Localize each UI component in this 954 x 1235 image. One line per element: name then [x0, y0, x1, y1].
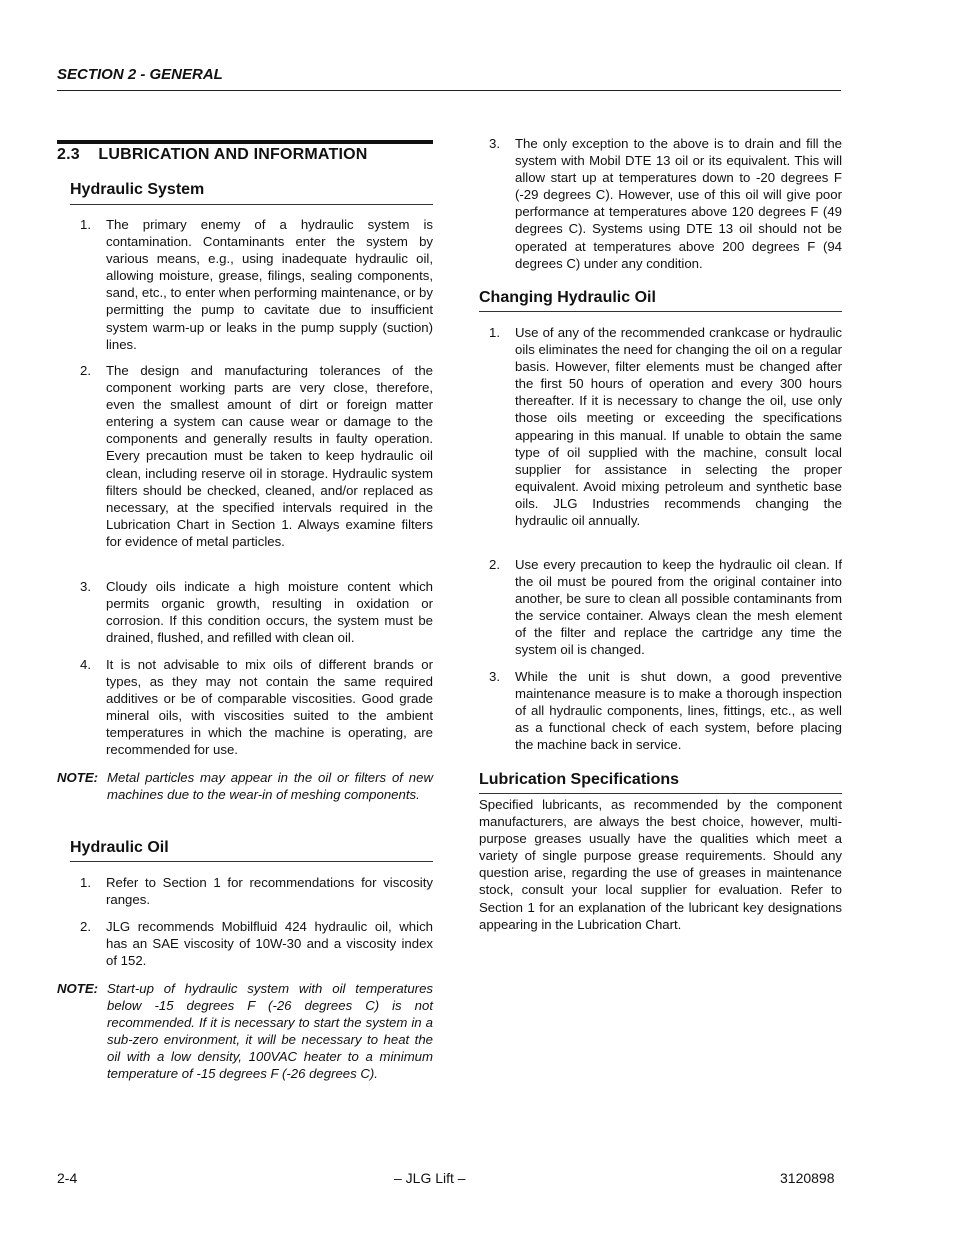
item-number: 3.	[80, 579, 91, 594]
item-number: 3.	[489, 669, 500, 684]
heading-rule	[479, 311, 842, 312]
section-bar	[57, 140, 433, 144]
heading-rule	[70, 861, 433, 862]
footer-center: – JLG Lift –	[394, 1170, 466, 1186]
heading-lubrication-specifications: Lubrication Specifications	[479, 771, 680, 788]
list-item	[80, 578, 433, 646]
document-number: 3120898	[780, 1170, 835, 1186]
item-text: Cloudy oils indicate a high moisture content which permits organic growth, resulting in oxidation or corrosion. If this condition occurs, the system must be drained, flushed, and refilled with clean oil.	[106, 579, 433, 646]
item-text: The design and manufacturing tolerances of the component working parts are very close, therefore, even the smallest amount of dirt or foreign matter entering a system can cause wear or damage to the components and generally results in faulty operation. Every precaution must be taken to keep hydraulic oil clean, including reserve oil in storage. Hydraulic system filters should be checked, cleaned, and/or replaced as necessary, at the specified intervals required in the Lubrication Chart in Section 1. Always examine filters for evidence of metal particles.	[106, 363, 433, 549]
list-item	[489, 556, 842, 659]
list-item	[80, 362, 433, 550]
heading-rule	[70, 204, 433, 205]
page-number: 2-4	[57, 1170, 78, 1186]
note-label: NOTE:	[57, 770, 99, 785]
item-text: JLG recommends Mobilfluid 424 hydraulic oil, which has an SAE viscosity of 10W-30 and a viscosity index of 152.	[106, 919, 433, 969]
note-text: Metal particles may appear in the oil or filters of new machines due to the wear-in of meshing components.	[107, 770, 433, 803]
item-text: The primary enemy of a hydraulic system is contamination. Contaminants enter the system by various means, e.g., using inadequate hydraulic oil, allowing moisture, grease, filings, sealing components, sand, etc., to enter when performing maintenance, or by permitting the pump to cavitate due to insufficient system warm-up or leaks in the pump supply (suction) lines.	[106, 217, 433, 352]
heading-hydraulic-oil: Hydraulic Oil	[70, 839, 169, 856]
note-text: Start-up of hydraulic system with oil temperatures below -15 degrees F (-26 degrees C) is not recommended. If it is necessary to start the system in a sub-zero environment, it will be necessary to heat the oil with a low density, 100VAC heater to a minimum temperature of -15 degrees F (-26 degrees C).	[107, 981, 433, 1082]
list-item	[80, 874, 433, 908]
item-number: 3.	[489, 136, 500, 151]
item-text: While the unit is shut down, a good preventive maintenance measure is to make a thorough inspection of all hydraulic components, lines, fittings, etc., as well as a functional check of each system, before placing the machine back in service.	[515, 669, 842, 753]
item-text: Refer to Section 1 for recommendations for viscosity ranges.	[106, 875, 433, 908]
item-text: It is not advisable to mix oils of different brands or types, as they may not contain the same required additives or be of comparable viscosities. Good grade mineral oils, with viscosities suited to the ambient temperatures in which the machine is operating, are recommended for use.	[106, 657, 433, 758]
item-number: 2.	[489, 557, 500, 572]
item-number: 1.	[80, 217, 91, 232]
list-item	[80, 656, 433, 759]
note-label: NOTE:	[57, 981, 99, 996]
note	[57, 980, 433, 1083]
item-text: The only exception to the above is to drain and fill the system with Mobil DTE 13 oil or its equivalent. This will allow start up at temperatures down to -20 degrees F (-29 degrees C). However, use of this oil will give poor performance at temperatures above 120 degrees F (49 degrees C). Systems using DTE 13 oil should not be operated at temperatures above 200 degrees F (94 degrees C) under any condition.	[515, 136, 842, 271]
heading-rule	[479, 793, 842, 794]
heading-changing-hydraulic-oil: Changing Hydraulic Oil	[479, 289, 656, 306]
header-divider	[57, 90, 841, 91]
item-number: 4.	[80, 657, 91, 672]
item-number: 2.	[80, 919, 91, 934]
list-item	[489, 135, 842, 272]
item-number: 2.	[80, 363, 91, 378]
list-item	[80, 918, 433, 969]
section-header: SECTION 2 - GENERAL	[57, 66, 223, 83]
list-item	[489, 668, 842, 753]
list-item	[489, 324, 842, 529]
heading-hydraulic-system: Hydraulic System	[70, 181, 205, 198]
item-number: 1.	[80, 875, 91, 890]
item-text: Use every precaution to keep the hydraulic oil clean. If the oil must be poured from the original container into another, be sure to clean all possible contaminants from the service container. Always clean the mesh element of the filter and replace the cartridge any time the system oil is changed.	[515, 557, 842, 658]
note	[57, 769, 433, 803]
item-number: 1.	[489, 325, 500, 340]
list-item	[80, 216, 433, 353]
lubrication-specifications-text: Specified lubricants, as recommended by the component manufacturers, are always the best choice, however, multi-purpose greases usually have the qualities which meet a variety of single purpose grease requirements. Should any question arise, regarding the use of greases in maintenance stock, consult your local supplier for evaluation. Refer to Section 1 for an explanation of the lubricant key designations appearing in the Lubrication Chart.	[479, 797, 842, 932]
section-title: 2.3 LUBRICATION AND INFORMATION	[57, 146, 368, 163]
item-text: Use of any of the recommended crankcase or hydraulic oils eliminates the need for changing the oil on a regular basis. However, filter elements must be changed after the first 50 hours of operation and every 300 hours thereafter. If it is necessary to change the oil, use only those oils meeting or exceeding the specifications appearing in this manual. If unable to obtain the same type of oil supplied with the machine, consult local supplier for assistance in selecting the proper equivalent. Avoid mixing petroleum and synthetic base oils. JLG Industries recommends changing the hydraulic oil annually.	[515, 325, 842, 529]
